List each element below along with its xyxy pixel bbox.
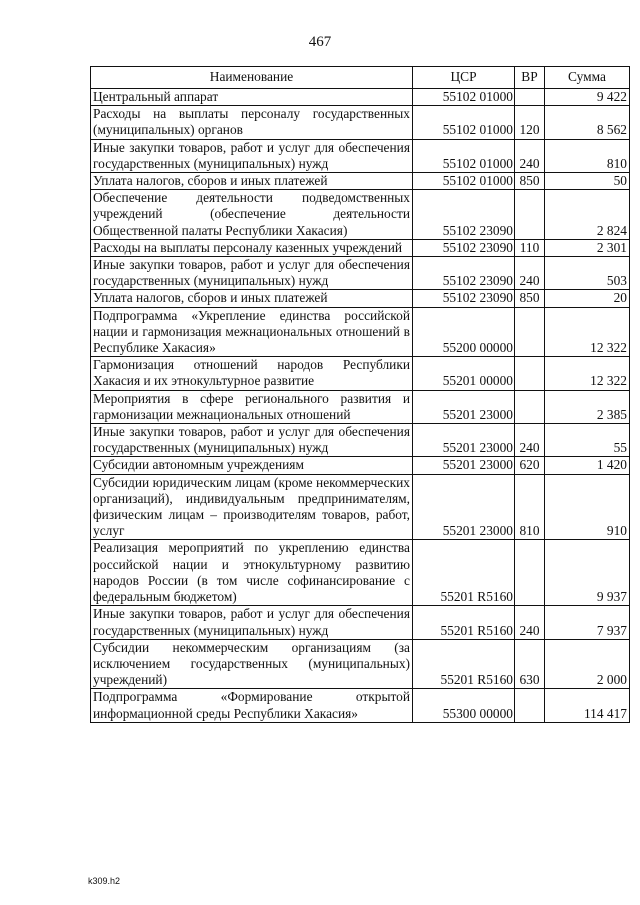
row-csr-cell: 55201 R5160 [413, 606, 515, 639]
row-csr-cell: 55201 23000 [413, 390, 515, 423]
row-name-cell: Иные закупки товаров, работ и услуг для обеспечения государственных (муниципальных) нужд [91, 424, 413, 457]
row-sum-cell: 910 [545, 474, 630, 540]
table-row [91, 540, 630, 606]
row-sum-cell: 2 385 [545, 390, 630, 423]
row-sum-cell: 7 937 [545, 606, 630, 639]
row-vr-cell: 110 [515, 239, 545, 256]
table-row [91, 307, 630, 357]
table-row [91, 357, 630, 390]
row-sum-cell: 55 [545, 424, 630, 457]
row-vr-cell [515, 390, 545, 423]
row-name-cell: Расходы на выплаты персоналу казенных учреждений [91, 239, 413, 256]
row-name-cell: Центральный аппарат [91, 89, 413, 106]
row-vr-cell: 850 [515, 173, 545, 190]
row-name-cell: Реализация мероприятий по укреплению единства российской нации и этнокультурному развитию народов России (в том числе софинансирование с федеральным бюджетом) [91, 540, 413, 606]
row-csr-cell: 55102 01000 [413, 139, 515, 172]
row-sum-cell: 9 937 [545, 540, 630, 606]
row-vr-cell: 240 [515, 606, 545, 639]
row-name-cell: Субсидии юридическим лицам (кроме некоммерческих организаций), индивидуальным предпринимателям, физическим лицам – производителям товаров, работ, услуг [91, 474, 413, 540]
row-csr-cell: 55201 R5160 [413, 540, 515, 606]
row-csr-cell: 55201 23000 [413, 474, 515, 540]
row-name-cell: Гармонизация отношений народов Республики Хакасия и их этнокультурное развитие [91, 357, 413, 390]
row-sum-cell: 12 322 [545, 307, 630, 357]
footer-code: k309.h2 [88, 876, 121, 886]
row-name-cell: Подпрограмма «Укрепление единства российской нации и гармонизация межнациональных отношений в Республике Хакасия» [91, 307, 413, 357]
row-sum-cell: 114 417 [545, 689, 630, 722]
row-vr-cell [515, 307, 545, 357]
row-sum-cell: 2 000 [545, 639, 630, 689]
table-row [91, 290, 630, 307]
row-vr-cell: 240 [515, 257, 545, 290]
row-csr-cell: 55201 23000 [413, 424, 515, 457]
table-row [91, 474, 630, 540]
row-csr-cell: 55102 23090 [413, 190, 515, 240]
row-vr-cell: 240 [515, 139, 545, 172]
header-vr: ВР [515, 67, 545, 89]
row-sum-cell: 8 562 [545, 106, 630, 139]
row-csr-cell: 55102 23090 [413, 257, 515, 290]
table-row [91, 639, 630, 689]
row-sum-cell: 20 [545, 290, 630, 307]
row-name-cell: Иные закупки товаров, работ и услуг для обеспечения государственных (муниципальных) нужд [91, 139, 413, 172]
row-sum-cell: 1 420 [545, 457, 630, 474]
row-csr-cell: 55102 01000 [413, 173, 515, 190]
row-vr-cell [515, 689, 545, 722]
header-name: Наименование [91, 67, 413, 89]
table-row [91, 257, 630, 290]
row-csr-cell: 55200 00000 [413, 307, 515, 357]
row-vr-cell [515, 540, 545, 606]
row-csr-cell: 55102 23090 [413, 239, 515, 256]
row-vr-cell: 620 [515, 457, 545, 474]
row-name-cell: Уплата налогов, сборов и иных платежей [91, 290, 413, 307]
table-row [91, 689, 630, 722]
table-row [91, 606, 630, 639]
row-csr-cell: 55201 23000 [413, 457, 515, 474]
row-sum-cell: 2 824 [545, 190, 630, 240]
row-name-cell: Расходы на выплаты персоналу государственных (муниципальных) органов [91, 106, 413, 139]
table-row [91, 106, 630, 139]
row-name-cell: Иные закупки товаров, работ и услуг для обеспечения государственных (муниципальных) нужд [91, 606, 413, 639]
row-vr-cell: 120 [515, 106, 545, 139]
table-row [91, 89, 630, 106]
row-sum-cell: 9 422 [545, 89, 630, 106]
row-name-cell: Обеспечение деятельности подведомственных учреждений (обеспечение деятельности Общественной палаты Республики Хакасия) [91, 190, 413, 240]
row-vr-cell [515, 89, 545, 106]
row-csr-cell: 55201 R5160 [413, 639, 515, 689]
row-csr-cell: 55201 00000 [413, 357, 515, 390]
table-row [91, 239, 630, 256]
page-number: 467 [308, 34, 332, 50]
table-body [91, 89, 630, 723]
row-name-cell: Субсидии автономным учреждениям [91, 457, 413, 474]
table-row [91, 390, 630, 423]
row-vr-cell: 810 [515, 474, 545, 540]
row-sum-cell: 503 [545, 257, 630, 290]
row-name-cell: Мероприятия в сфере регионального развития и гармонизации межнациональных отношений [91, 390, 413, 423]
row-csr-cell: 55102 23090 [413, 290, 515, 307]
row-csr-cell: 55102 01000 [413, 106, 515, 139]
table-row [91, 424, 630, 457]
row-vr-cell: 240 [515, 424, 545, 457]
row-name-cell: Субсидии некоммерческим организациям (за исключением государственных (муниципальных) учреждений) [91, 639, 413, 689]
row-vr-cell: 850 [515, 290, 545, 307]
row-vr-cell [515, 357, 545, 390]
budget-table [90, 66, 630, 723]
row-sum-cell: 12 322 [545, 357, 630, 390]
table-row [91, 457, 630, 474]
table-row [91, 190, 630, 240]
row-name-cell: Иные закупки товаров, работ и услуг для обеспечения государственных (муниципальных) нужд [91, 257, 413, 290]
table-row [91, 139, 630, 172]
row-vr-cell: 630 [515, 639, 545, 689]
row-sum-cell: 810 [545, 139, 630, 172]
row-csr-cell: 55300 00000 [413, 689, 515, 722]
table-header-row [91, 67, 630, 89]
row-sum-cell: 50 [545, 173, 630, 190]
table-row [91, 173, 630, 190]
row-vr-cell [515, 190, 545, 240]
row-name-cell: Подпрограмма «Формирование открытой информационной среды Республики Хакасия» [91, 689, 413, 722]
header-csr: ЦСР [413, 67, 515, 89]
header-sum: Сумма [545, 67, 630, 89]
row-sum-cell: 2 301 [545, 239, 630, 256]
row-csr-cell: 55102 01000 [413, 89, 515, 106]
row-name-cell: Уплата налогов, сборов и иных платежей [91, 173, 413, 190]
